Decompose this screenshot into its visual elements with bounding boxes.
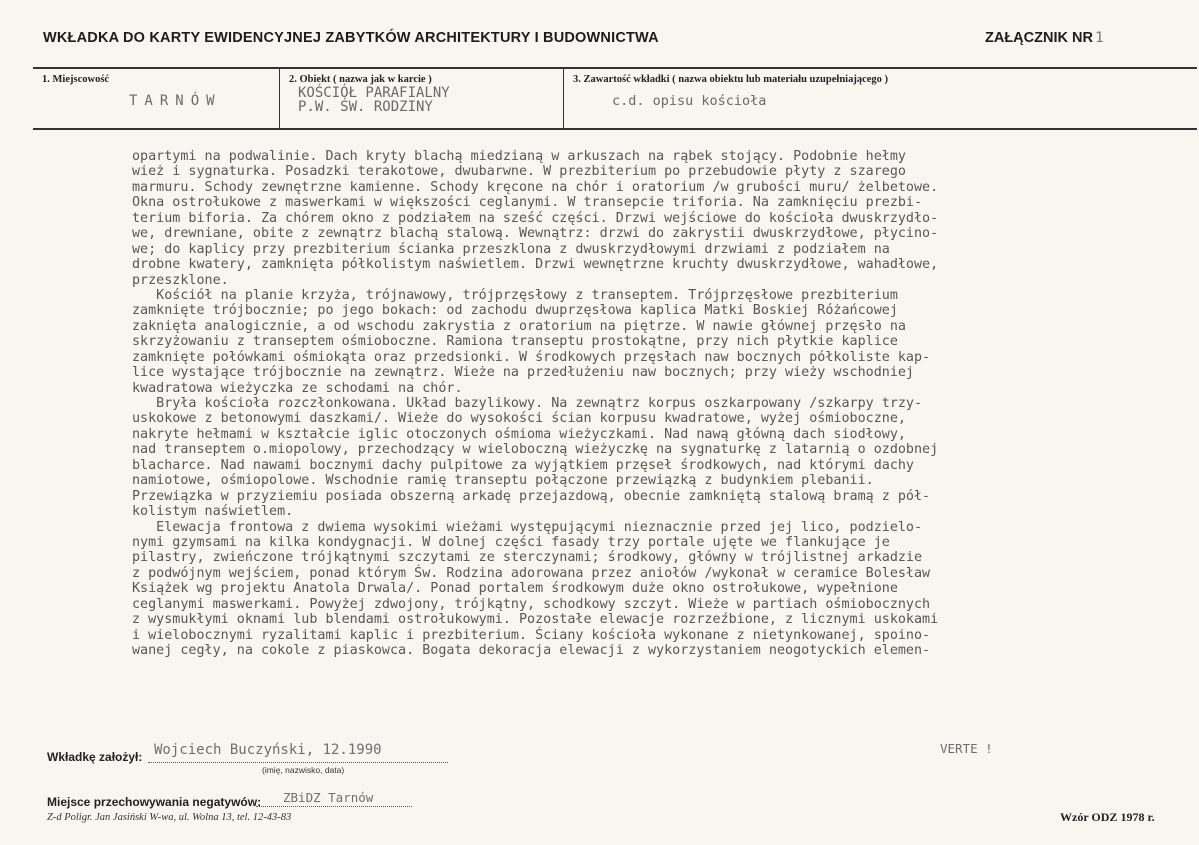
text-line: pilastry, zwieńczone trójkątnymi szczytami ze sterczynami; środkowy, główny w trójlistnej arkadzie <box>132 550 923 566</box>
header-fields-table <box>33 67 1197 130</box>
text-line: wanej cegły, na cokole z piaskowca. Bogata dekoracja elewacji z wykorzystaniem neogotyckich elemen- <box>132 643 931 658</box>
object-cell <box>280 69 564 128</box>
contents-cell <box>564 69 1197 128</box>
text-line: wież i sygnaturka. Posadzki terakotowe, dwubarwne. W prezbiterium po przebudowie płyty z szarego <box>132 164 906 180</box>
text-line: uskokowe z betonowymi daszkami/. Wieże do wysokości ścian korpusu kwadratowe, wyżej ośmioboczne, <box>132 411 906 427</box>
negatives-line <box>256 806 412 807</box>
form-template-id: Wzór ODZ 1978 r. <box>1060 810 1155 824</box>
text-line: Okna ostrołukowe z maswerkami w większości ceglanymi. W transepcie triforia. Na zamknięciu prezbi- <box>132 195 923 211</box>
text-line: marmuru. Schody zewnętrzne kamienne. Schody kręcone na chór i oratorium /w grubości muru/ żelbetowe. <box>132 179 939 195</box>
founder-hint: (imię, nazwisko, data) <box>262 765 345 775</box>
printer-imprint: Z-d Poligr. Jan Jasiński W-wa, ul. Wolna 13, tel. 12-43-83 <box>47 812 292 823</box>
object-value-line2: P.W. ŚW. RODZINY <box>298 99 433 115</box>
text-line: Książek wg projektu Anatola Drwala/. Ponad portalem środkowym duże okno ostrołukowe, wypełnione <box>132 581 898 597</box>
text-line: zaknięta analogicznie, a od wschodu zakrystia z oratorium na piętrze. W nawie głównej przęsło na <box>132 318 906 334</box>
text-line: nymi gzymsami na kilka kondygnacji. W dolnej części fasady trzy portale ujęte we flankujące je <box>132 534 890 550</box>
text-line: we; do kaplicy przy prezbiterium ścianka przeszklona z dwuskrzydłowymi drzwiami z podziałem na <box>132 241 890 257</box>
text-line: Kościół na planie krzyża, trójnawowy, trójprzęsłowy z transeptem. Trójprzęsłowe prezbiterium <box>132 287 898 303</box>
founder-value: Wojciech Buczyński, 12.1990 <box>154 742 382 758</box>
founder-label: Wkładkę założył: <box>47 750 143 764</box>
attachment-heading <box>985 30 1104 46</box>
text-line: drobne kwatery, zamknięta półkolistym naświetlem. Drzwi wewnętrzne kruchty dwuskrzydłowe, wahadłowe, <box>132 257 939 273</box>
text-line: nad transeptem o.miopolowy, przechodzący w wieloboczną wieżyczkę na sygnaturkę z latarnią o ozdobnej <box>132 442 939 458</box>
negatives-value: ZBiDZ Tarnów <box>283 790 374 805</box>
text-line: zamknięte trójbocznie; po jego bokach: od zachodu dwuprzęsłowa kaplica Matki Boskiej Różańcowej <box>132 303 898 319</box>
text-line: z podwójnym wejściem, ponad którym Św. Rodzina adorowana przez aniołów /wykonał w ceramice Bolesław <box>132 565 931 581</box>
description-text <box>132 149 1182 658</box>
negatives-label: Miejsce przechowywania negatywów: <box>47 795 262 809</box>
object-label: 2. Obiekt ( nazwa jak w karcie ) <box>289 74 432 85</box>
text-line: skrzyżowaniu z transeptem ośmioboczne. Ramiona transeptu prostokątne, przy nich płytkie kaplice <box>132 334 898 350</box>
locality-label: 1. Miejscowość <box>42 74 110 85</box>
locality-value: TARNÓW <box>129 93 222 109</box>
text-line: namiotowe, ośmiopolowe. Wschodnie ramię transeptu połączone przewiązką z budynkiem plebanii. <box>132 473 874 489</box>
contents-value: c.d. opisu kościoła <box>612 93 767 109</box>
object-value <box>298 86 450 114</box>
text-line: nakryte hełmami w kształcie iglic otoczonych ośmioma wieżyczkami. Nad nawą główną dach siodłowy, <box>132 426 906 442</box>
founder-line <box>148 762 448 763</box>
text-line: kolistym naświetlem. <box>132 504 294 520</box>
text-line: opartymi na podwalinie. Dach kryty blachą miedzianą w arkuszach na rąbek stojący. Podobnie hełmy <box>132 149 906 164</box>
text-line: ceglanymi maswerkami. Powyżej zdwojony, trójkątny, schodkowy szczyt. Wieże w partiach ośmiobocznych <box>132 596 931 612</box>
text-line: zamknięte połówkami ośmiokąta oraz przedsionki. W środkowych przęsłach naw bocznych półkoliste kap- <box>132 349 931 365</box>
object-value-line1: KOŚCIÓŁ PARAFIALNY <box>298 85 450 101</box>
form-title: WKŁADKA DO KARTY EWIDENCYJNEJ ZABYTKÓW ARCHITEKTURY I BUDOWNICTWA <box>43 30 659 46</box>
text-line: kwadratowa wieżyczka ze schodami na chór. <box>132 380 463 396</box>
verte-note: VERTE ! <box>940 741 993 756</box>
contents-label: 3. Zawartość wkładki ( nazwa obiektu lub materiału uzupełniającego ) <box>573 74 889 85</box>
locality-cell <box>33 69 280 128</box>
text-line: Przewiązka w przyziemiu posiada obszerną arkadę przejazdową, obecnie zamkniętą stalową bramą z pół- <box>132 488 931 504</box>
text-line: terium biforia. Za chórem okno z podziałem na sześć części. Drzwi wejściowe do kościoła dwuskrzydło- <box>132 210 939 226</box>
text-line: lice wystające trójbocznie na zewnątrz. Wieże na przedłużeniu naw bocznych; przy wieży wschodniej <box>132 365 914 381</box>
attachment-number: 1 <box>1094 30 1104 46</box>
attachment-label: ZAŁĄCZNIK NR <box>985 30 1093 46</box>
text-line: i wielobocznymi ryzalitami kaplic i prezbiterium. Ściany kościoła wykonane z nietynkowanej, spoino- <box>132 627 931 643</box>
text-line: przeszklone. <box>132 272 229 288</box>
text-line: z wysmukłymi oknami lub blendami ostrołukowymi. Pozostałe elewacje rozrzeźbione, z licznymi uskokami <box>132 612 939 628</box>
text-line: Bryła kościoła rozczłonkowana. Układ bazylikowy. Na zewnątrz korpus oszkarpowany /szkarpy trzy- <box>132 396 923 411</box>
text-line: blacharce. Nad nawami bocznymi dachy pulpitowe za wyjątkiem przęseł środkowych, nad którymi dachy <box>132 457 914 473</box>
text-line: we, drewniane, obite z zewnątrz blachą stalową. Wewnątrz: drzwi do zakrystii dwuskrzydłowe, płycino- <box>132 226 939 242</box>
text-line: Elewacja frontowa z dwiema wysokimi wieżami występującymi nieznacznie przed jej lico, podzielo- <box>132 519 923 535</box>
